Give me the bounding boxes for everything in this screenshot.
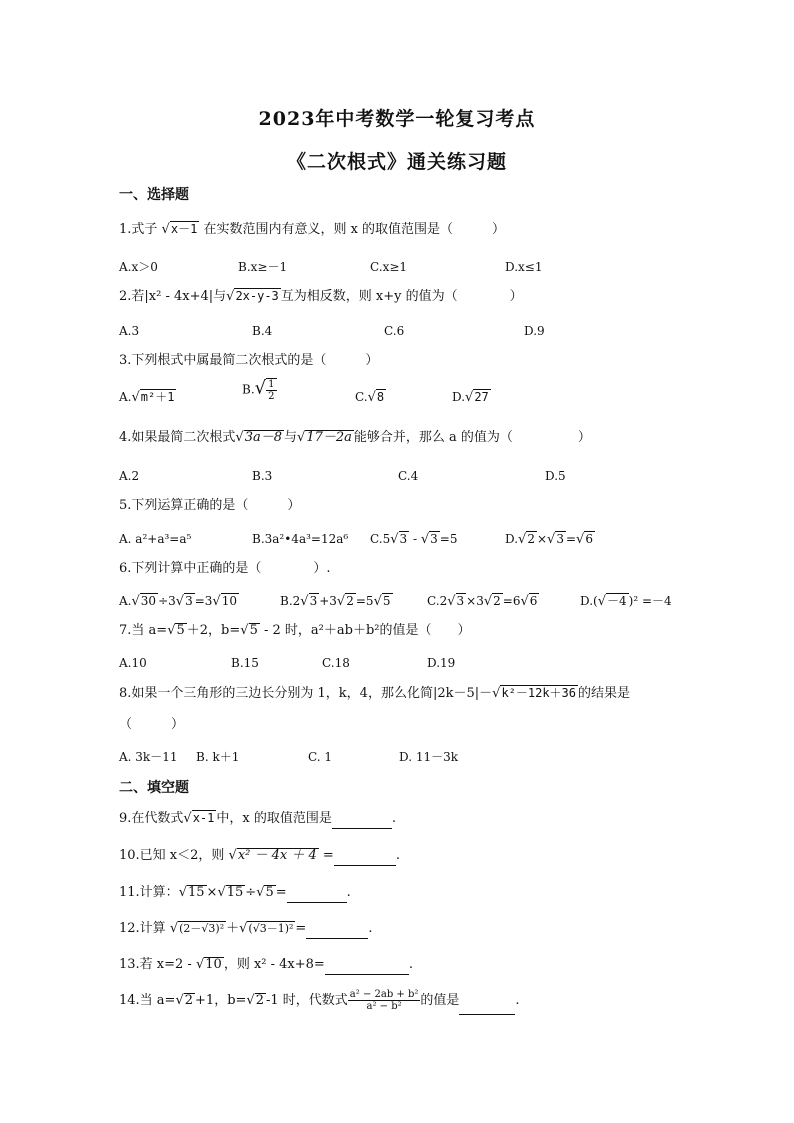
q7-option-d: D.19	[427, 656, 456, 670]
q4-option-a: A.2	[119, 469, 140, 483]
q3-option-d: D.√27	[452, 390, 489, 405]
q4-option-c: C.4	[398, 469, 419, 483]
question-6: 6.下列计算中正确的是（ ）.	[119, 561, 331, 576]
answer-blank	[287, 884, 347, 903]
question-3: 3.下列根式中属最简二次根式的是（ ）	[119, 353, 379, 368]
q5-option-b: B.3a²•4a³=12a⁶	[252, 532, 349, 546]
question-1: 1.式子 √x－1 在实数范围内有意义，则 x 的取值范围是（ ）	[119, 222, 506, 237]
question-4: 4.如果最简二次根式√3a－8 与√17－2a 能够合并，那么 a 的值为（ ）	[119, 430, 591, 445]
question-13: 13.若 x=2 - √10 ，则 x² - 4x+8= .	[119, 956, 413, 975]
answer-blank	[459, 988, 515, 1015]
answer-blank	[325, 956, 409, 975]
q6-option-a: A.√30 ÷3√3 =3√10	[119, 594, 237, 609]
q7-option-c: C.18	[322, 656, 350, 670]
question-9: 9.在代数式√x-1 中，x 的取值范围是 .	[119, 810, 396, 829]
q6-option-b: B.2√3 +3√2 =5√5	[280, 594, 391, 609]
question-8: 8.如果一个三角形的三边长分别为 1，k，4，那么化简|2k－5|－√k²－12k＋36 的结果是	[119, 686, 631, 701]
q6-option-c: C.2√3 ×3√2 =6√6	[427, 594, 538, 609]
q3-option-b: B.√ $\frac{1}{2}$	[242, 377, 275, 402]
q6-option-d: D.(√－4 )² =－4	[580, 594, 672, 609]
section-heading-choice: 一、选择题	[119, 187, 189, 203]
q7-option-a: A.10	[119, 656, 147, 670]
q8-option-b: B. k＋1	[196, 750, 240, 764]
q1-option-a: A.x＞0	[119, 260, 158, 274]
page-title: 2023年中考数学一轮复习考点	[258, 108, 536, 130]
question-5: 5.下列运算正确的是（ ）	[119, 498, 301, 513]
q8-option-c: C. 1	[308, 750, 333, 764]
question-2: 2.若|x² - 4x+4|与√2x-y-3 互为相反数，则 x+y 的值为（ ）	[119, 289, 523, 304]
q4-option-b: B.3	[252, 469, 273, 483]
q7-option-b: B.15	[231, 656, 259, 670]
q8-answer-paren: （ ）	[119, 717, 185, 732]
question-12: 12.计算 √(2－√3)² ＋√(√3－1)² = .	[119, 920, 372, 939]
q1-option-c: C.x≥1	[370, 260, 408, 274]
q5-option-d: D.√2 ×√3 =√6	[505, 532, 593, 547]
answer-blank	[306, 920, 368, 939]
q5-option-c: C.5√3 - √3 =5	[370, 532, 458, 547]
question-7: 7.当 a=√5 ＋2，b=√5 - 2 时，a²＋ab＋b²的值是（ ）	[119, 623, 471, 638]
answer-blank	[334, 847, 396, 866]
q2-option-a: A.3	[119, 324, 140, 338]
question-10: 10.已知 x＜2，则 √x² － 4x ＋ 4 = .	[119, 847, 400, 866]
q1-option-d: D.x≤1	[505, 260, 543, 274]
q3-option-a: A.√m²＋1	[119, 390, 175, 405]
q2-option-d: D.9	[524, 324, 545, 338]
q1-option-b: B.x≥－1	[238, 260, 288, 274]
q8-option-d: D. 11－3k	[399, 750, 458, 764]
q3-option-c: C.√8	[355, 390, 385, 405]
question-14: 14.当 a=√2 +1，b=√2 -1 时，代数式 $\frac{\text{a² − 2ab + b²}}{\text{a² − b²}}$ 的值是 .	[119, 988, 520, 1015]
q8-option-a: A. 3k－11	[119, 750, 178, 764]
fraction: $\frac{\text{a² − 2ab + b²}}{\text{a² − b²}}$	[349, 989, 419, 1012]
q2-option-c: C.6	[384, 324, 405, 338]
q4-option-d: D.5	[545, 469, 566, 483]
q5-option-a: A. a²+a³=a⁵	[119, 532, 192, 546]
page-subtitle: 《二次根式》通关练习题	[286, 151, 507, 173]
answer-blank	[332, 810, 392, 829]
section-heading-fill: 二、填空题	[119, 780, 189, 796]
q2-option-b: B.4	[252, 324, 273, 338]
question-11: 11.计算：√15 ×√15 ÷√5 = .	[119, 884, 351, 903]
